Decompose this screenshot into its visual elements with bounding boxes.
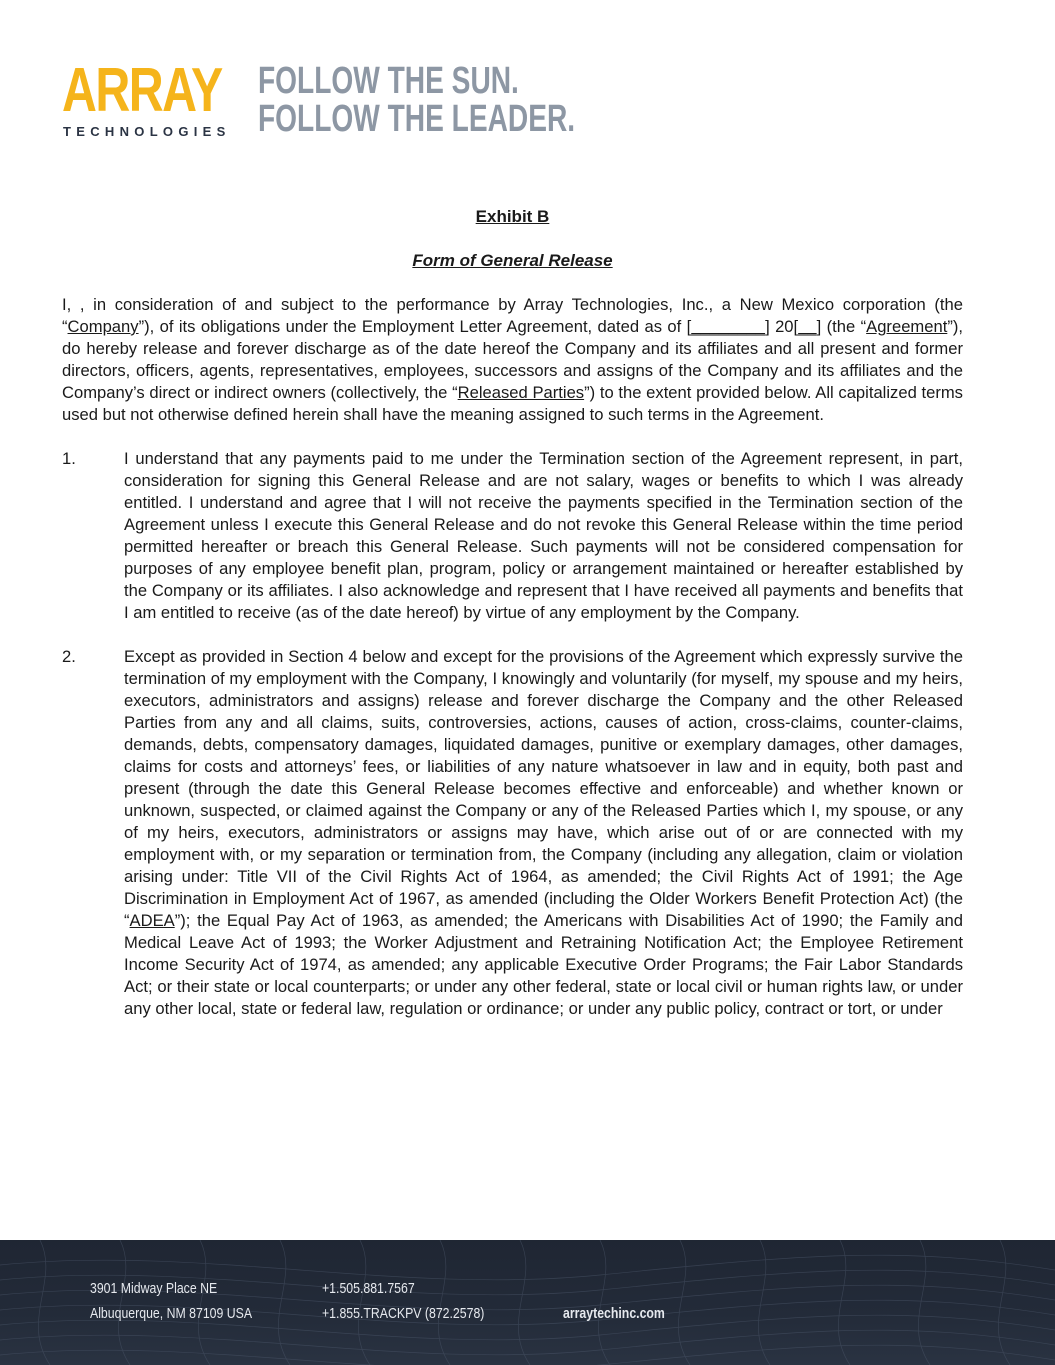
letterhead [62, 58, 762, 148]
footer-banner [0, 1240, 1055, 1365]
footer-website-link[interactable]: arraytechinc.com [563, 1305, 665, 1322]
defined-term-released-parties: Released Parties [457, 383, 585, 402]
defined-term-company: Company [67, 317, 139, 336]
intro-paragraph: I, , in consideration of and subject to the performance by Array Technologies, Inc., a New Mexico corporation (the “Company”), of its obligations under the Employment Letter Agreement, dated as of [________] 20[__] (the “Agreement”), do hereby release and forever discharge as of the date hereof the Company and its affiliates and all present and former directors, officers, agents, representatives, employees, successors and assigns of the Company and its affiliates and the Company’s direct or indirect owners (collectively, the “Released Parties”) to the extent provided below. All capitalized terms used but not otherwise defined herein shall have the meaning assigned to such terms in the Agreement. [62, 295, 963, 424]
defined-term-agreement: Agreement [866, 317, 948, 336]
section-2 [62, 646, 963, 1020]
footer-address-line-1: 3901 Midway Place NE [90, 1280, 218, 1297]
section-number: 1. [62, 449, 76, 468]
section-1 [62, 448, 963, 624]
document-body [62, 206, 963, 1020]
blank-year: __ [798, 317, 817, 336]
tagline-line-1: FOLLOW THE SUN. [258, 60, 519, 102]
footer-phone-1: +1.505.881.7567 [322, 1280, 415, 1297]
section-text: Except as provided in Section 4 below and except for the provisions of the Agreement which expressly survive the termination of my employment with the Company, I knowingly and voluntarily (for myself, my spouse and my heirs, executors, administrators and assigns) release and forever discharge the Company and the other Released Parties from any and all claims, suits, controversies, actions, causes of action, cross-claims, counter-claims, demands, debts, compensatory damages, liquidated damages, punitive or exemplary damages, other damages, claims for costs and attorneys’ fees, or liabilities of any nature whatsoever in law and in equity, both past and present (through the date this General Release becomes effective and enforceable) and whether known or unknown, suspected, or claimed against the Company or any of the Released Parties which I, my spouse, or any of my heirs, executors, administrators or assigns may have, which arise out of or are connected with my employment with, or my separation or termination from, the Company (including any allegation, claim or violation arising under: Title VII of the Civil Rights Act of 1964, as amended; the Civil Rights Act of 1991; the Age Discrimination in Employment Act of 1967, as amended (including the Older Workers Benefit Protection Act) (the “ADEA”); the Equal Pay Act of 1963, as amended; the Americans with Disabilities Act of 1990; the Family and Medical Leave Act of 1993; the Worker Adjustment and Retraining Notification Act; the Employee Retirement Income Security Act of 1974, as amended; any applicable Executive Order Programs; the Fair Labor Standards Act; or their state or local counterparts; or under any other federal, state or local civil or human rights law, or under any other local, state or federal law, regulation or ordinance; or under any public policy, contract or tort, or under [124, 647, 963, 1018]
section-text: I understand that any payments paid to me under the Termination section of the Agreement represent, in part, consideration for signing this General Release and are not salary, wages or benefits to which I was already entitled. I understand and agree that I will not receive the payments specified in the Termination section of the Agreement unless I execute this General Release and do not revoke this General Release within the time period permitted hereafter or breach this General Release. Such payments will not be considered compensation for purposes of any employee benefit plan, program, policy or arrangement maintained or hereafter established by the Company or its affiliates. I also acknowledge and represent that I have received all payments and benefits that I am entitled to receive (as of the date hereof) by virtue of any employment by the Company. [124, 449, 963, 622]
tagline-line-2: FOLLOW THE LEADER. [258, 98, 576, 140]
tagline [258, 62, 575, 138]
section-number: 2. [62, 647, 76, 666]
exhibit-title: Exhibit B [475, 207, 550, 226]
form-title: Form of General Release [412, 251, 613, 270]
footer-address-line-2: Albuquerque, NM 87109 USA [90, 1305, 253, 1322]
footer-phone-2: +1.855.TRACKPV (872.2578) [322, 1305, 485, 1322]
array-logo-subtitle: TECHNOLOGIES [63, 124, 231, 139]
array-logo-wordmark: ARRAY [62, 56, 222, 125]
wave-grid-pattern [0, 1240, 1055, 1365]
blank-date: ________ [691, 317, 766, 336]
defined-term-adea: ADEA [129, 911, 175, 930]
